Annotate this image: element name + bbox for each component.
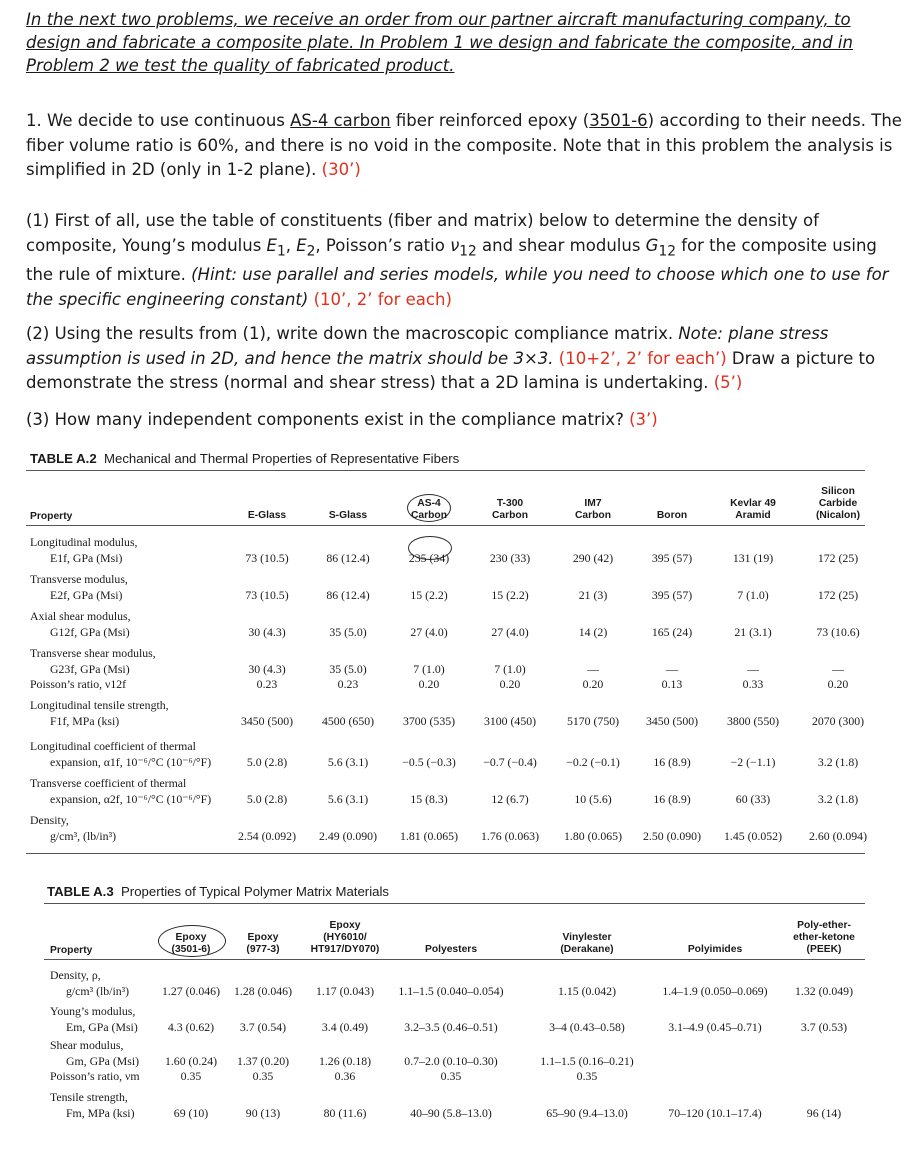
table-cell: 60 (33) (735, 791, 771, 806)
table-a2-row-label: G23f, GPa (Msi) (50, 661, 130, 676)
table-a3-row-label: Young’s modulus, (50, 1004, 136, 1018)
table-cell: 65–90 (9.4–13.0) (546, 1105, 628, 1120)
table-cell: 3–4 (0.43–0.58) (549, 1019, 625, 1034)
fiber-name: AS-4 carbon (290, 111, 391, 130)
table-a2-header-5: Boron (656, 510, 688, 521)
table-cell: 73 (10.5) (245, 587, 289, 602)
table-cell: 5.6 (3.1) (327, 754, 369, 769)
table-a3-row-label: Tensile strength, (50, 1090, 128, 1104)
table-cell: 73 (10.5) (245, 550, 289, 565)
table-cell: 70–120 (10.1–17.4) (668, 1105, 762, 1120)
table-cell: 0.35 (252, 1069, 274, 1083)
table-a2-header-3: T-300 Carbon (491, 498, 529, 521)
table-a2-header-2: AS-4 Carbon (410, 498, 448, 521)
table-cell: 0.33 (742, 677, 764, 691)
table-a2-title: TABLE A.2 Mechanical and Thermal Properties of Representative Fibers (30, 451, 460, 466)
table-cell: 3.7 (0.54) (239, 1019, 287, 1034)
table-a2-top-rule (26, 470, 865, 471)
table-cell: 1.80 (0.065) (564, 828, 622, 843)
as4-carbon-circle-annotation (407, 494, 451, 522)
question-2: (2) Using the results from (1), write down the macroscopic compliance matrix. Note: plane stress assumption is used in 2D, and hence the matrix should be 3×3. (10+2’, 2’ for each’) Draw a picture to demonstrate the stress (normal and shear stress) that a 2D lamina is undertaking. (5’) (26, 324, 876, 392)
table-cell: 3.2–3.5 (0.46–0.51) (404, 1019, 498, 1034)
table-a2-row-label: Transverse shear modulus, (30, 646, 156, 660)
table-cell: 3450 (500) (645, 713, 699, 728)
epoxy-3501-circle-annotation (158, 925, 226, 957)
table-cell: 290 (42) (572, 550, 614, 565)
table-cell: 3800 (550) (726, 713, 780, 728)
table-cell: 35 (5.0) (329, 624, 367, 639)
table-cell: 0.35 (440, 1069, 462, 1083)
table-cell: 1.37 (0.20) (236, 1053, 290, 1068)
problem-1-points: (30’) (321, 160, 361, 179)
problem-1-statement: 1. We decide to use continuous AS-4 carbon fiber reinforced epoxy (3501-6) according to their needs. The fiber volume ratio is 60%, and there is no void in the composite. Note that in this problem the analysis is simplified in 2D (only in 1-2 plane). (30’) (26, 111, 902, 179)
table-cell: 15 (8.3) (410, 791, 448, 806)
table-cell: 0.20 (418, 677, 440, 691)
table-a2-header-7: Silicon Carbide (Nicalon) (815, 486, 861, 521)
table-a3-header-6: Poly-ether- ether-ketone (PEEK) (793, 920, 855, 955)
table-cell: — (747, 661, 759, 676)
table-cell: 1.4–1.9 (0.050–0.069) (662, 983, 768, 998)
table-a2-header-0: E-Glass (247, 510, 287, 521)
table-cell: 80 (11.6) (323, 1105, 367, 1120)
table-cell: 5.6 (3.1) (327, 791, 369, 806)
table-a3-header-4: Vinylester (Derakane) (560, 932, 614, 955)
table-a2-row-label: g/cm³, (lb/in³) (50, 828, 117, 843)
table-a3-header-2: Epoxy (HY6010/ HT917/DY070) (310, 920, 380, 955)
table-cell: — (587, 661, 599, 676)
table-cell: 235 (34) (408, 550, 450, 565)
table-a2-header-6: Kevlar 49 Aramid (730, 498, 776, 521)
question-2-note: Note: plane stress assumption is used in 2D, and hence the matrix should be 3×3. (26, 324, 829, 368)
table-a2-header-rule (26, 525, 865, 526)
table-a3-row-label: g/cm³ (lb/in³) (66, 983, 130, 998)
table-cell: 172 (25) (817, 587, 859, 602)
table-cell: 15 (2.2) (410, 587, 448, 602)
table-cell: 395 (57) (651, 550, 693, 565)
table-cell: 3.4 (0.49) (321, 1019, 369, 1034)
table-a3-header-1: Epoxy (977-3) (246, 932, 280, 955)
table-cell: −0.7 (−0.4) (483, 754, 537, 769)
table-a3-row-label: Poisson’s ratio, νm (50, 1069, 140, 1083)
table-cell: 1.45 (0.052) (724, 828, 782, 843)
table-cell: 1.81 (0.065) (400, 828, 458, 843)
table-cell: 2.50 (0.090) (643, 828, 701, 843)
table-cell: −0.5 (−0.3) (402, 754, 456, 769)
table-cell: 1.1–1.5 (0.040–0.054) (398, 983, 504, 998)
table-cell: 0.20 (582, 677, 604, 691)
table-a2-row-label: expansion, α2f, 10⁻⁶/°C (10⁻⁶/°F) (50, 791, 212, 806)
table-cell: 12 (6.7) (491, 791, 529, 806)
table-cell: 0.20 (499, 677, 521, 691)
table-cell: 1.15 (0.042) (558, 983, 616, 998)
table-cell: 0.7–2.0 (0.10–0.30) (404, 1053, 498, 1068)
table-cell: 0.35 (180, 1069, 202, 1083)
table-a2-row-label: E1f, GPa (Msi) (50, 550, 123, 565)
table-cell: 3.1–4.9 (0.45–0.71) (668, 1019, 762, 1034)
table-a3-row-label: Shear modulus, (50, 1038, 124, 1052)
table-a2-row-label: Longitudinal coefficient of thermal (30, 739, 196, 753)
table-a2-property-header: Property (30, 511, 73, 522)
table-cell: 16 (8.9) (653, 791, 691, 806)
table-cell: 5.0 (2.8) (246, 754, 288, 769)
table-cell: 0.23 (337, 677, 359, 691)
table-cell: 0.20 (827, 677, 849, 691)
table-cell: 1.1–1.5 (0.16–0.21) (540, 1053, 634, 1068)
table-a3-top-rule (44, 903, 865, 904)
table-a2-row-label: Transverse modulus, (30, 572, 128, 586)
table-cell: 165 (24) (651, 624, 693, 639)
table-cell: 2070 (300) (811, 713, 865, 728)
table-a3-header-rule (44, 959, 865, 960)
table-cell: 15 (2.2) (491, 587, 529, 602)
table-cell: 69 (10) (173, 1105, 209, 1120)
table-a3-header-0: Epoxy (3501-6) (171, 932, 211, 955)
table-a3-title: TABLE A.3 Properties of Typical Polymer Matrix Materials (47, 884, 389, 899)
table-cell: 0.13 (661, 677, 683, 691)
table-cell: 5.0 (2.8) (246, 791, 288, 806)
table-a2-row-label: F1f, MPa (ksi) (50, 713, 120, 728)
table-cell: 1.76 (0.063) (481, 828, 539, 843)
question-3-points: (3’) (629, 410, 658, 429)
question-1: (1) First of all, use the table of constituents (fiber and matrix) below to determine the density of composite, Young’s modulus $E_1$, $E_2$, Poisson’s ratio $\nu_{12}$ and shear modulus $G_{12}$ for the composite using the rule of mixture. (Hint: use parallel and series models, while you need to choose which one to use for the specific engineering constant) (10’, 2’ for each) (26, 211, 889, 309)
table-cell: 3450 (500) (240, 713, 294, 728)
table-a2-row-label: E2f, GPa (Msi) (50, 587, 123, 602)
table-a3-property-header: Property (50, 945, 93, 956)
table-cell: 2.49 (0.090) (319, 828, 377, 843)
table-a2-header-1: S-Glass (328, 510, 368, 521)
table-cell: 73 (10.6) (816, 624, 860, 639)
table-a2-row-label: Density, (30, 813, 69, 827)
table-cell: 7 (1.0) (494, 661, 526, 676)
table-cell: 0.23 (256, 677, 278, 691)
table-cell: −0.2 (−0.1) (566, 754, 620, 769)
question-1-hint: (Hint: use parallel and series models, while you need to choose which one to use for the specific engineering constant) (26, 265, 889, 309)
table-a2-row-label: Transverse coefficient of thermal (30, 776, 187, 790)
table-cell: 2.60 (0.094) (809, 828, 867, 843)
table-cell: 86 (12.4) (326, 587, 370, 602)
table-cell: 4.3 (0.62) (167, 1019, 215, 1034)
table-cell: 230 (33) (489, 550, 531, 565)
intro-paragraph: In the next two problems, we receive an order from our partner aircraft manufacturing company, to design and fabricate a composite plate. In Problem 1 we design and fabricate the composite, and in Problem 2 we test the quality of fabricated product. (26, 10, 853, 75)
table-a2-bottom-rule (26, 853, 865, 854)
table-cell: 3.2 (1.8) (817, 791, 859, 806)
table-a3-header-5: Polyimides (687, 944, 743, 955)
table-cell: 10 (5.6) (574, 791, 612, 806)
table-a3-row-label: Density, ρ, (50, 968, 101, 982)
table-cell: −2 (−1.1) (730, 754, 776, 769)
table-cell: 1.17 (0.043) (316, 983, 374, 998)
as4-modulus-circle-annotation (408, 536, 452, 560)
table-cell: 35 (5.0) (329, 661, 367, 676)
table-cell: 21 (3) (578, 587, 608, 602)
table-cell: 3700 (535) (402, 713, 456, 728)
table-a3-header-3: Polyesters (424, 944, 478, 955)
table-cell: 5170 (750) (566, 713, 620, 728)
table-cell: 86 (12.4) (326, 550, 370, 565)
table-a3-row-label: Fm, MPa (ksi) (66, 1105, 135, 1120)
table-cell: 4500 (650) (321, 713, 375, 728)
table-a2-row-label: expansion, α1f, 10⁻⁶/°C (10⁻⁶/°F) (50, 754, 212, 769)
table-a2-row-label: G12f, GPa (Msi) (50, 624, 130, 639)
table-cell: — (832, 661, 844, 676)
table-cell: 7 (1.0) (413, 661, 445, 676)
table-a2-row-label: Poisson’s ratio, ν12f (30, 677, 127, 691)
table-cell: 30 (4.3) (248, 624, 286, 639)
table-cell: 3.7 (0.53) (800, 1019, 848, 1034)
table-cell: — (666, 661, 678, 676)
table-cell: 3.2 (1.8) (817, 754, 859, 769)
table-cell: 0.35 (576, 1069, 598, 1083)
question-3: (3) How many independent components exist in the compliance matrix? (3’) (26, 410, 658, 429)
table-cell: 96 (14) (806, 1105, 842, 1120)
table-cell: 30 (4.3) (248, 661, 286, 676)
table-a2-row-label: Axial shear modulus, (30, 609, 131, 623)
table-cell: 395 (57) (651, 587, 693, 602)
table-cell: 7 (1.0) (737, 587, 769, 602)
table-cell: 1.28 (0.046) (234, 983, 292, 998)
table-cell: 14 (2) (578, 624, 608, 639)
table-a2-row-label: Longitudinal modulus, (30, 535, 138, 549)
table-a2-row-label: Longitudinal tensile strength, (30, 698, 169, 712)
table-a2-header-4: IM7 Carbon (574, 498, 612, 521)
table-cell: 172 (25) (817, 550, 859, 565)
table-cell: 27 (4.0) (410, 624, 448, 639)
table-cell: 2.54 (0.092) (238, 828, 296, 843)
table-cell: 40–90 (5.8–13.0) (410, 1105, 492, 1120)
table-cell: 1.26 (0.18) (318, 1053, 372, 1068)
table-a3-row-label: Gm, GPa (Msi) (66, 1053, 140, 1068)
table-cell: 1.27 (0.046) (162, 983, 220, 998)
table-cell: 16 (8.9) (653, 754, 691, 769)
question-1-points: (10’, 2’ for each) (308, 289, 452, 309)
matrix-name: 3501-6 (589, 111, 648, 130)
table-cell: 131 (19) (732, 550, 774, 565)
table-cell: 90 (13) (245, 1105, 281, 1120)
table-cell: 21 (3.1) (734, 624, 772, 639)
table-cell: 1.32 (0.049) (795, 983, 853, 998)
table-cell: 27 (4.0) (491, 624, 529, 639)
table-cell: 3100 (450) (483, 713, 537, 728)
table-a3-row-label: Em, GPa (Msi) (66, 1019, 138, 1034)
table-cell: 1.60 (0.24) (164, 1053, 218, 1068)
table-cell: 0.36 (334, 1069, 356, 1083)
